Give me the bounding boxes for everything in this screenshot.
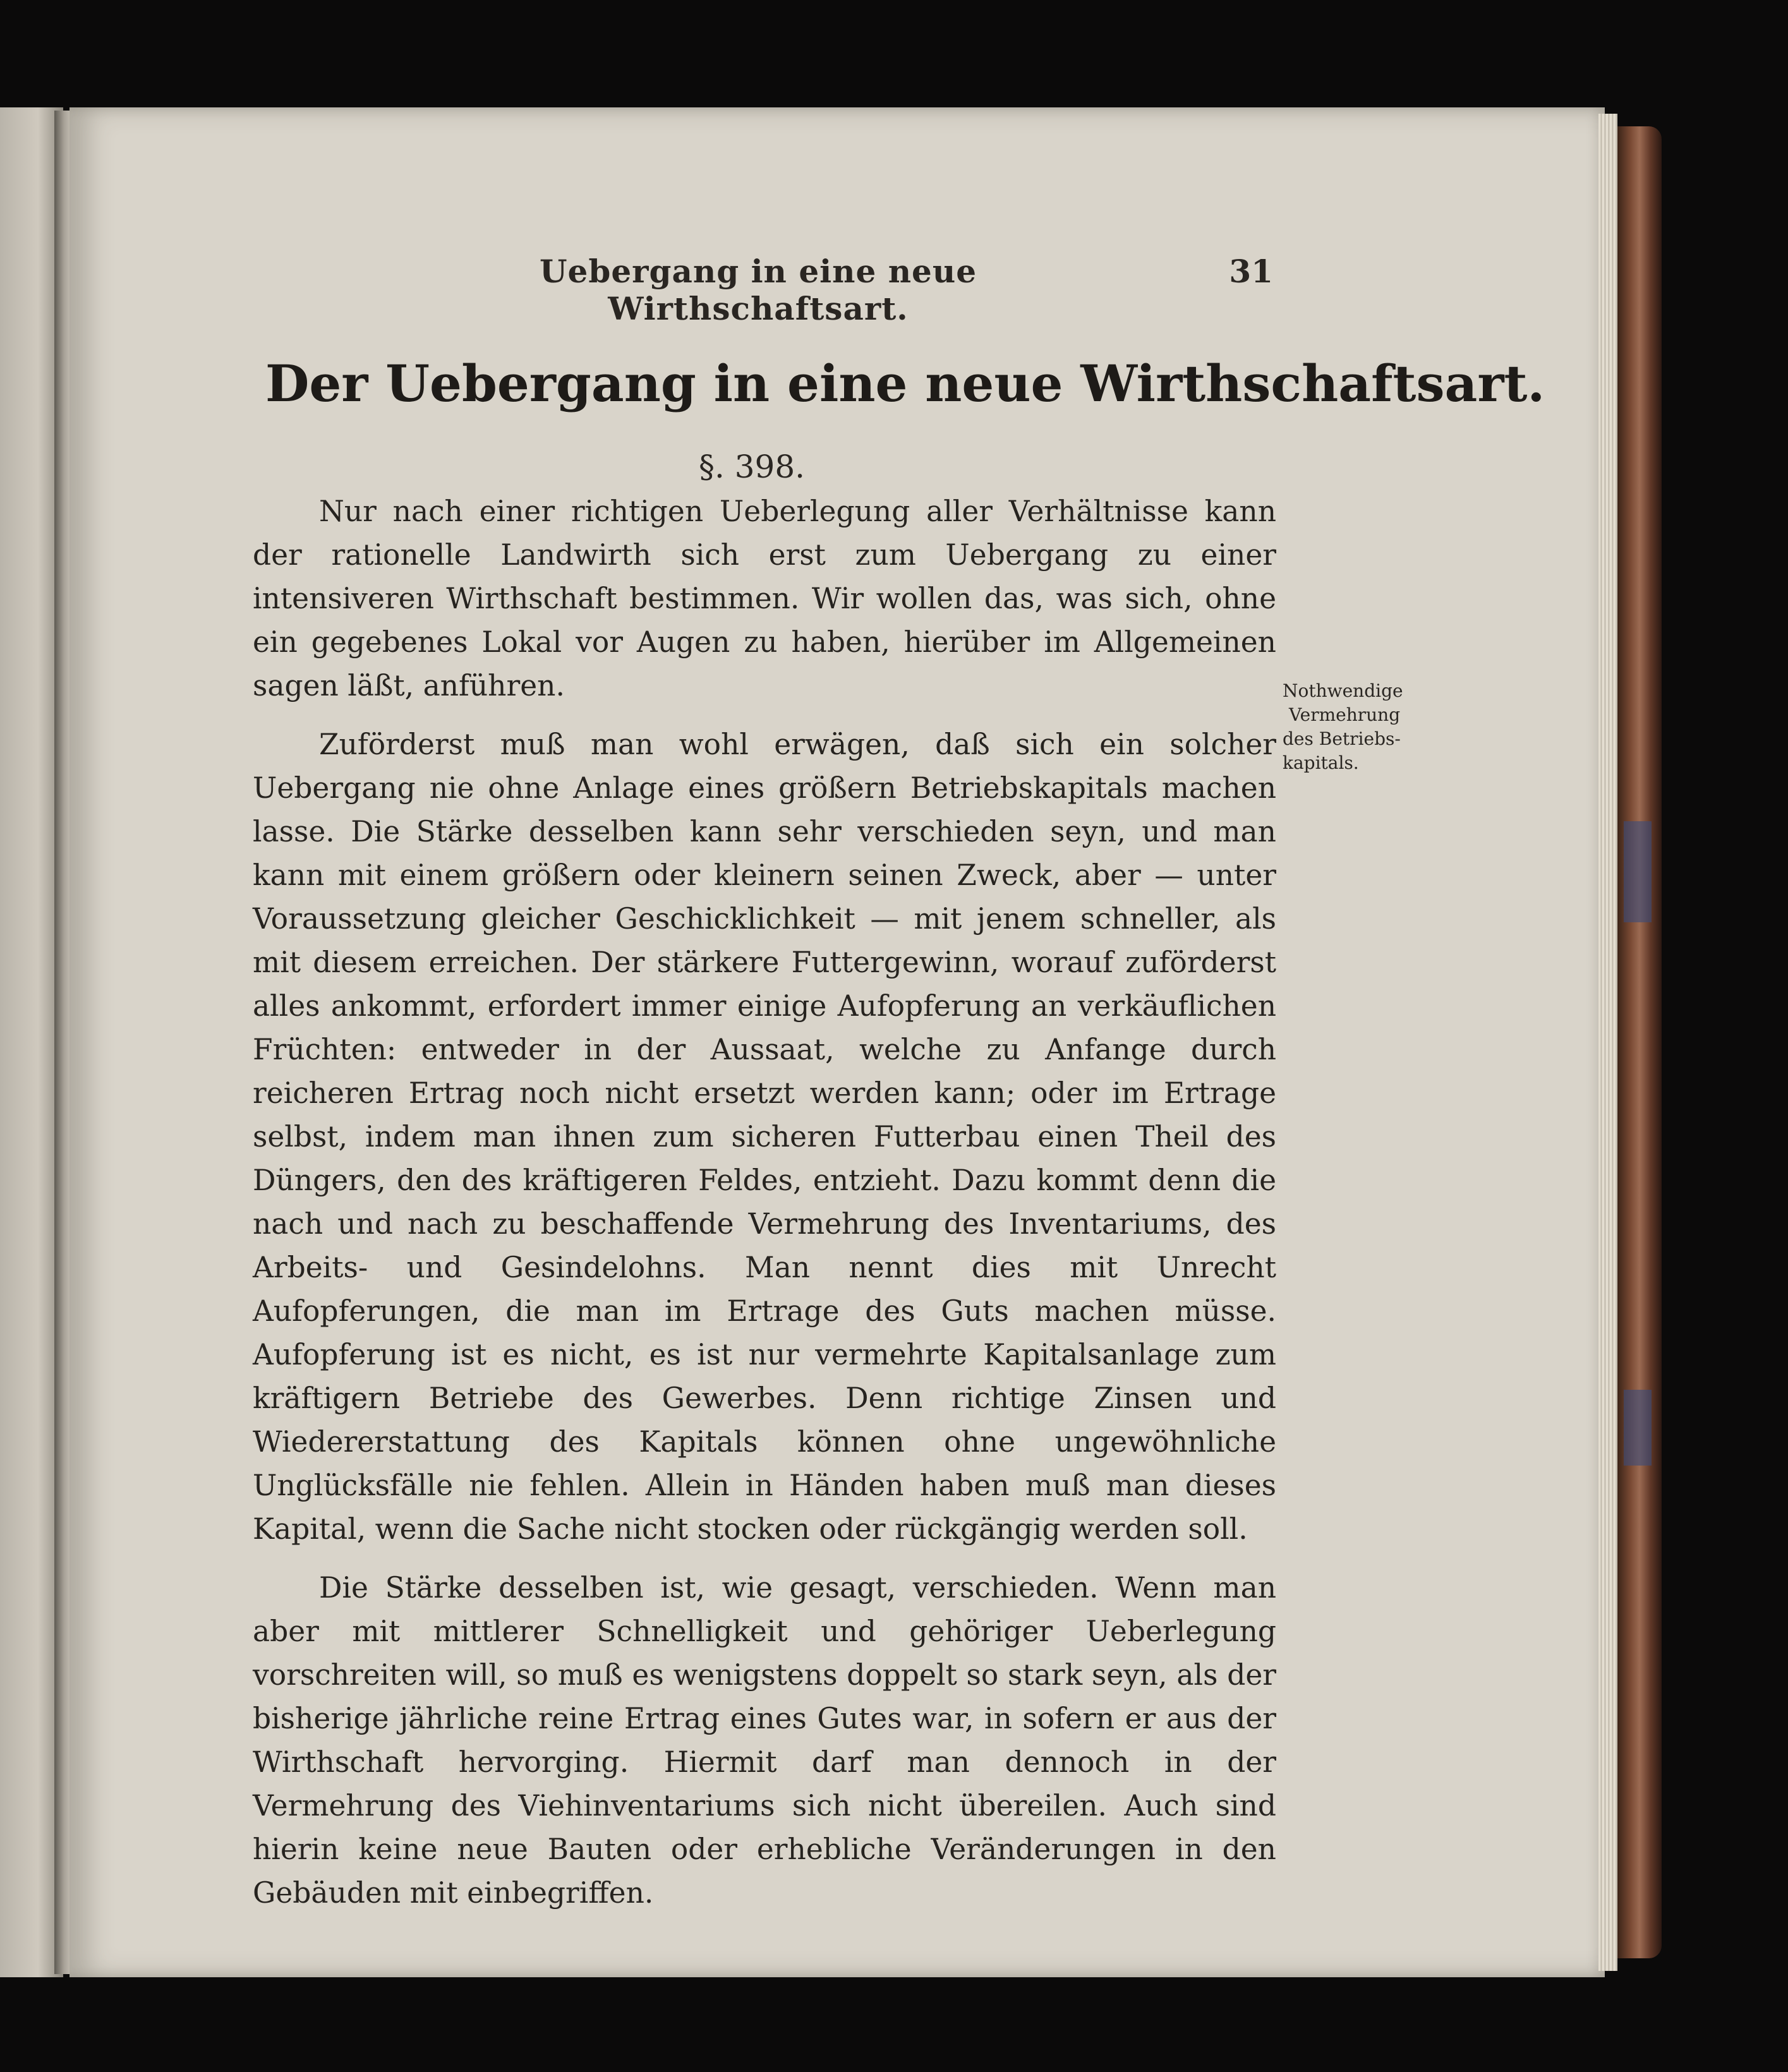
margin-note-line: kapitals. (1283, 752, 1359, 773)
cover-marbling (1624, 821, 1652, 922)
margin-note (1283, 679, 1422, 775)
book-cover-edge (1617, 126, 1662, 1958)
running-head: Uebergang in eine neue Wirthschaftsart. (539, 253, 977, 327)
chapter-title: Der Uebergang in eine neue Wirthschaftsart. (265, 354, 1545, 413)
paragraph: Zuförderst muß man wohl erwägen, daß sich ein solcher Uebergang nie ohne Anlage eines größern Betriebskapitals machen lasse. Die Stärke desselben kann sehr verschieden seyn, und man kann mit einem größern oder kleinern seinen Zweck, aber — unter Voraussetzung gleicher Geschicklichkeit — mit jenem schneller, als mit diesem erreichen. Der stärkere Futtergewinn, worauf zuförderst alles ankommt, erfordert immer einige Aufopferung an verkäuflichen Früchten: entweder in der Aussaat, welche zu Anfange durch reicheren Ertrag noch nicht ersetzt werden kann; oder im Ertrage selbst, indem man ihnen zum sicheren Futterbau einen Theil des Düngers, den des kräftigeren Feldes, entzieht. Dazu kommt denn die nach und nach zu beschaffende Vermehrung des Inventariums, des Arbeits- und Gesindelohns. Man nennt dies mit Unrecht Aufopferungen, die man im Ertrage des Guts machen müsse. Aufopferung ist es nicht, es ist nur vermehrte Kapitalsanlage zum kräftigern Betriebe des Gewerbes. Denn richtige Zinsen und Wiedererstattung des Kapitals können ohne ungewöhnliche Unglücksfälle nie fehlen. Allein in Händen haben muß man dieses Kapital, wenn die Sache nicht stocken oder rückgängig werden soll. (253, 728, 1276, 1546)
cover-marbling (1624, 1390, 1652, 1466)
page-number: 31 (1229, 253, 1273, 290)
margin-note-line: Vermehrung (1289, 704, 1401, 725)
margin-note-line: Nothwendige (1283, 680, 1403, 701)
body-text (253, 490, 1276, 1915)
left-page-edge (0, 107, 63, 1977)
margin-note-line: des Betriebs- (1283, 728, 1401, 749)
page-block-edge (1598, 114, 1617, 1971)
section-number: §. 398. (698, 449, 806, 485)
paragraph: Die Stärke desselben ist, wie gesagt, verschieden. Wenn man aber mit mittlerer Schnelligkeit und gehöriger Ueberlegung vorschreiten will, so muß es wenigstens doppelt so stark seyn, als der bisherige jährliche reine Ertrag eines Gutes war, in sofern er aus der Wirthschaft hervorging. Hiermit darf man dennoch in der Vermehrung des Viehinventariums sich nicht übereilen. Auch sind hierin keine neue Bauten oder erhebliche Veränderungen in den Gebäuden mit einbegriffen. (253, 1571, 1276, 1910)
paragraph: Nur nach einer richtigen Ueberlegung aller Verhältnisse kann der rationelle Landwirth sich erst zum Uebergang zu einer intensiveren Wirthschaft bestimmen. Wir wollen das, was sich, ohne ein gegebenes Lokal vor Augen zu haben, hierüber im Allgemeinen sagen läßt, anführen. (253, 495, 1276, 702)
